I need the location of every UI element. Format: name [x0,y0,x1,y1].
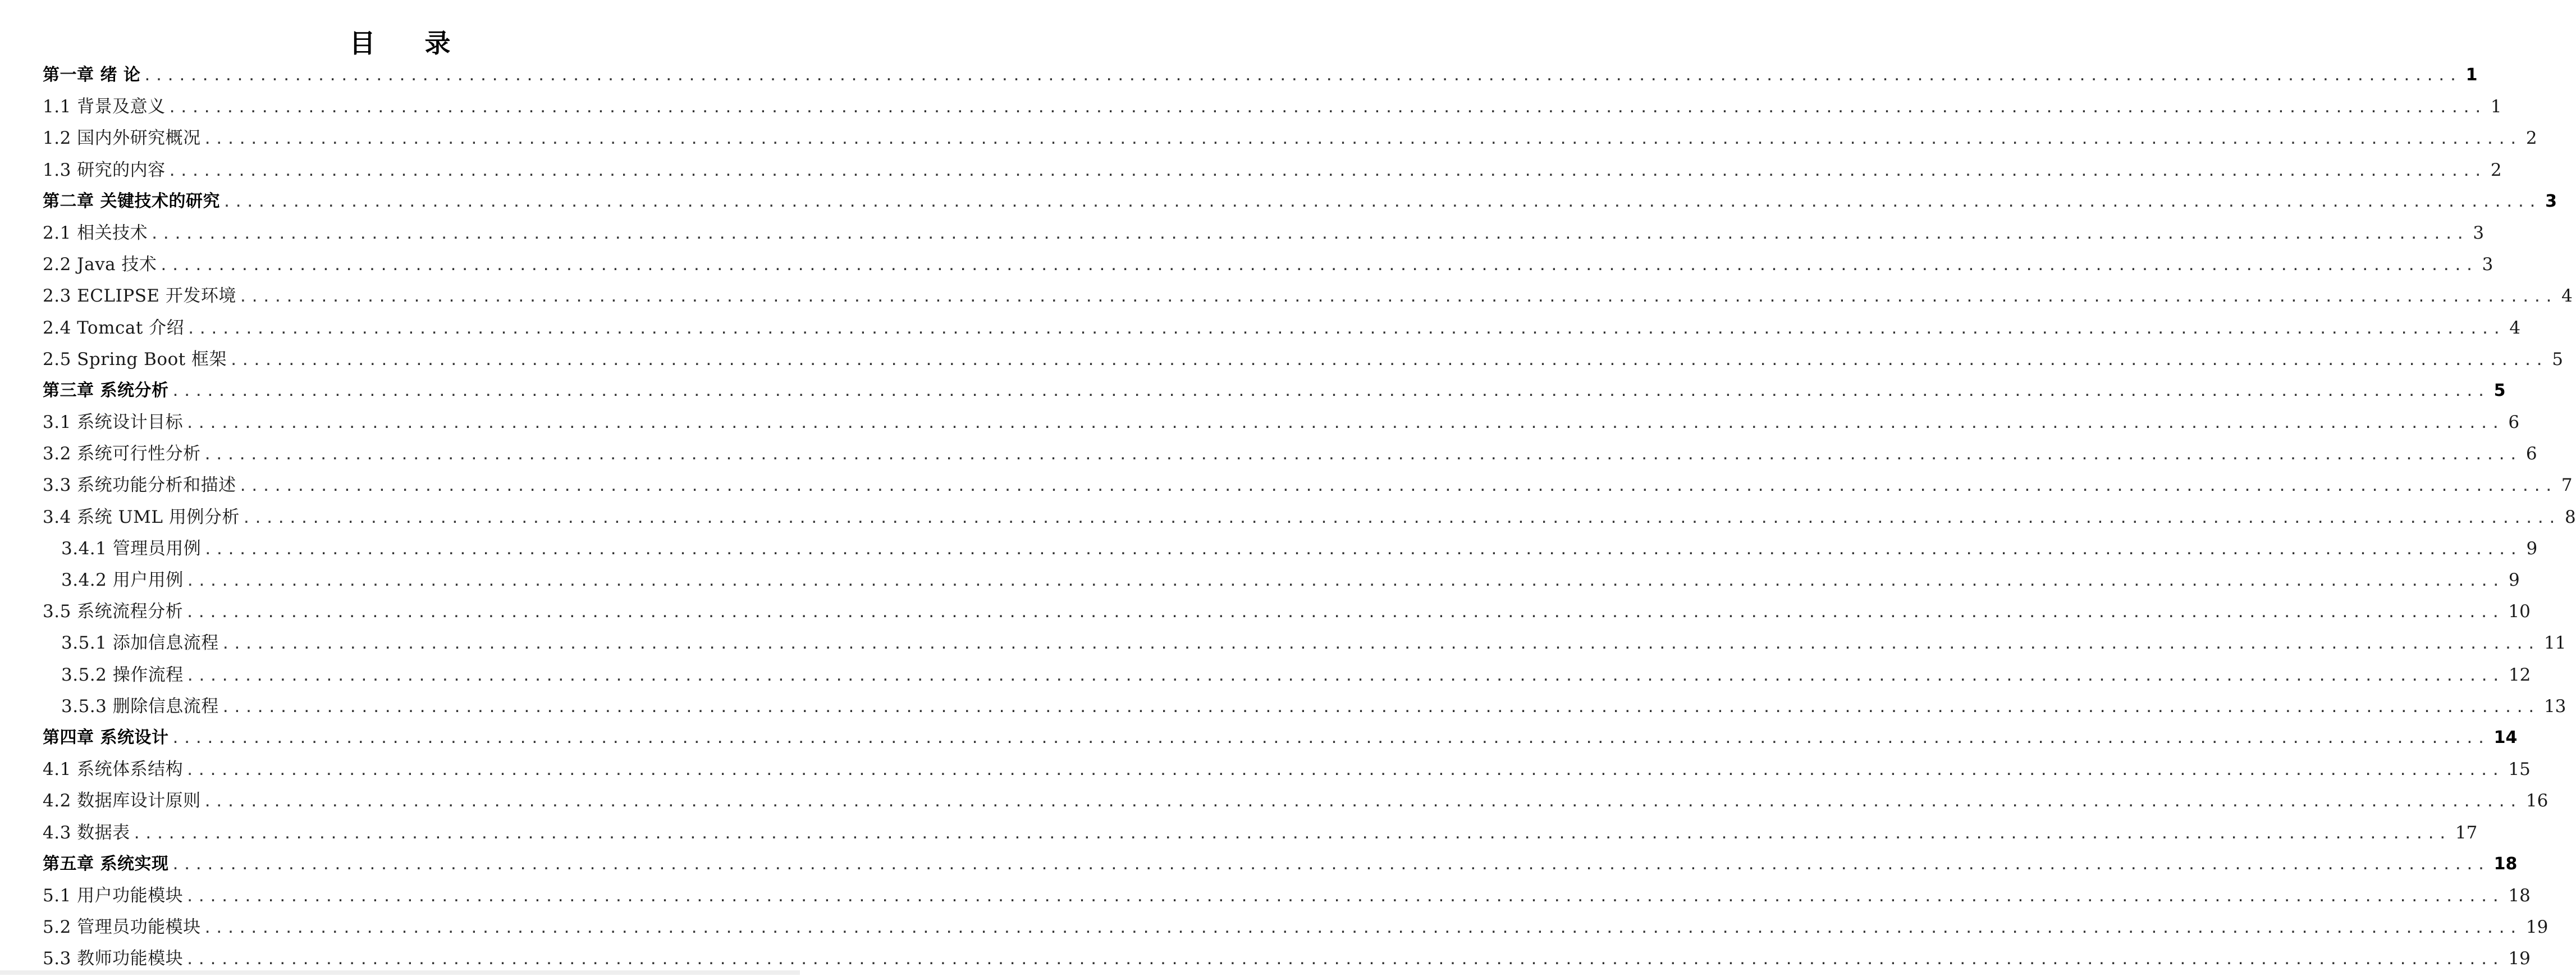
toc-dot-leader: ........................................................................................................................................................................................................ [172,858,2490,872]
toc-entry[interactable] [43,438,2537,469]
toc-page-number: 1 [2490,97,2502,117]
toc-entry-label: 1.3 研究的内容 [43,159,166,180]
toc-dot-leader: ........................................................................................................................................................................................................ [204,922,2522,936]
toc-entry[interactable] [43,785,2548,817]
toc-dot-leader: ........................................................................................................................................................................................................ [187,322,2505,336]
toc-dot-leader: ........................................................................................................................................................................................................ [204,449,2522,463]
toc-dot-leader: ........................................................................................................................................................................................................ [168,165,2486,179]
toc-page-number: 5 [2552,349,2563,370]
toc-page-number: 1 [2465,65,2478,85]
toc-dot-leader: ........................................................................................................................................................................................................ [133,827,2451,841]
toc-entry-label: 2.3 ECLIPSE 开发环境 [43,286,236,307]
toc-entry[interactable] [43,217,2485,249]
toc-entry[interactable] [43,469,2573,501]
toc-entry-label: 3.5.3 删除信息流程 [61,696,219,717]
toc-entry[interactable] [43,186,2557,217]
toc-dot-leader: ........................................................................................................................................................................................................ [204,133,2522,147]
toc-entry-label: 3.2 系统可行性分析 [43,444,201,464]
toc-dot-leader: ........................................................................................................................................................................................................ [186,764,2504,778]
toc-entry-label: 2.2 Java 技术 [43,254,157,275]
toc-page-number: 2 [2525,128,2537,149]
toc-dot-leader: ........................................................................................................................................................................................................ [222,701,2540,715]
toc-dot-leader: ........................................................................................................................................................................................................ [168,102,2486,116]
toc-page-number: 14 [2493,727,2518,747]
toc-dot-leader: ........................................................................................................................................................................................................ [172,385,2490,399]
toc-entry[interactable] [43,911,2548,943]
toc-entry[interactable] [43,596,2531,627]
toc-page-number: 18 [2493,854,2518,874]
toc-entry[interactable] [43,849,2518,880]
toc-entry[interactable] [43,154,2502,186]
toc-entry-label: 第四章 系统设计 [43,727,169,747]
toc-page-number: 19 [2508,948,2531,969]
toc-entry-label: 2.1 相关技术 [43,222,148,243]
toc-entry[interactable] [43,564,2520,596]
toc-page-number: 3 [2473,222,2485,243]
toc-dot-leader: ........................................................................................................................................................................................................ [144,70,2461,83]
toc-dot-leader: ........................................................................................................................................................................................................ [239,291,2557,305]
toc-entry-label: 第一章 绪 论 [43,65,141,85]
toc-entry-label: 4.3 数据表 [43,822,130,843]
toc-page-number: 9 [2526,538,2538,559]
toc-entry-label: 3.3 系统功能分析和描述 [43,475,236,496]
toc-dot-leader: ........................................................................................................................................................................................................ [222,638,2540,652]
toc-page-number: 6 [2508,412,2520,433]
toc-entry-label: 5.1 用户功能模块 [43,885,184,906]
toc-entry-label: 4.1 系统体系结构 [43,759,184,780]
toc-page-number: 3 [2482,254,2493,275]
page-bottom-edge [0,970,800,975]
toc-dot-leader: ........................................................................................................................................................................................................ [186,890,2504,904]
toc-entry-label: 1.1 背景及意义 [43,97,166,117]
toc-dot-leader: ........................................................................................................................................................................................................ [204,543,2522,557]
toc-page-number: 4 [2509,317,2521,338]
toc-entry-label: 2.4 Tomcat 介绍 [43,317,185,338]
toc-page-number: 15 [2508,759,2531,780]
toc-page-number: 8 [2565,507,2576,527]
toc-entry[interactable] [43,249,2493,280]
toc-entry-label: 5.2 管理员功能模块 [43,917,201,938]
toc-entry[interactable] [43,659,2531,691]
toc-entry-label: 第三章 系统分析 [43,380,169,400]
toc-entry-label: 3.4.2 用户用例 [61,570,184,590]
toc-dot-leader: ........................................................................................................................................................................................................ [160,259,2478,273]
toc-entry[interactable] [43,501,2576,533]
toc-entry[interactable] [43,880,2531,911]
toc-page-number: 17 [2455,822,2478,843]
toc-page-number: 5 [2493,380,2506,400]
toc-entry[interactable] [43,627,2566,659]
toc-entry-label: 3.5.1 添加信息流程 [61,633,219,654]
toc-entry[interactable] [43,691,2566,722]
toc-entry-label: 第二章 关键技术的研究 [43,191,220,211]
toc-page-number: 13 [2543,696,2566,717]
toc-page-number: 6 [2525,444,2537,464]
toc-entry[interactable] [43,754,2531,785]
toc-page-number: 11 [2543,633,2566,654]
toc-page-number: 19 [2525,917,2548,938]
toc-dot-leader: ........................................................................................................................................................................................................ [239,480,2557,494]
toc-entry-label: 3.4.1 管理员用例 [61,538,202,559]
toc-page-number: 3 [2545,191,2557,211]
toc-dot-leader: ........................................................................................................................................................................................................ [186,575,2504,589]
toc-dot-leader: ........................................................................................................................................................................................................ [186,417,2504,431]
toc-entry[interactable] [43,312,2521,344]
toc-entry-label: 1.2 国内外研究概况 [43,128,201,149]
toc-page-number: 7 [2561,475,2573,496]
toc-entry[interactable] [43,533,2538,564]
toc-entry[interactable] [43,943,2531,974]
toc-entry-label: 4.2 数据库设计原则 [43,791,201,811]
toc-entry[interactable] [43,122,2537,154]
toc-entry[interactable] [43,722,2518,754]
toc-entry-label: 第五章 系统实现 [43,854,169,874]
toc-entry-label: 3.1 系统设计目标 [43,412,184,433]
toc-entry-label: 3.5.2 操作流程 [61,664,184,685]
toc-entry-label: 2.5 Spring Boot 框架 [43,349,227,370]
toc-page-number: 4 [2561,286,2573,307]
toc-entry[interactable] [43,60,2478,91]
toc-entry-label: 3.5 系统流程分析 [43,601,184,622]
toc-dot-leader: ........................................................................................................................................................................................................ [230,354,2548,368]
toc-entry[interactable] [43,91,2502,122]
toc-entry-label: 3.4 系统 UML 用例分析 [43,507,240,527]
toc-entry[interactable] [43,407,2520,438]
toc-page-number: 16 [2525,791,2548,811]
toc-entry[interactable] [43,817,2478,849]
toc-page-number: 18 [2508,885,2531,906]
toc-dot-leader: ........................................................................................................................................................................................................ [172,732,2490,746]
toc-page-number: 10 [2508,601,2531,622]
toc-dot-leader: ........................................................................................................................................................................................................ [186,669,2504,683]
toc-dot-leader: ........................................................................................................................................................................................................ [186,954,2504,968]
toc-entry-label: 5.3 教师功能模块 [43,948,184,969]
toc-dot-leader: ........................................................................................................................................................................................................ [223,195,2541,209]
toc-page-number: 2 [2490,159,2502,180]
toc-list [43,60,2576,974]
toc-dot-leader: ........................................................................................................................................................................................................ [151,227,2469,241]
toc-dot-leader: ........................................................................................................................................................................................................ [242,512,2561,526]
toc-title: 目 录 [349,28,471,58]
toc-entry[interactable] [43,375,2506,407]
toc-entry[interactable] [43,344,2563,375]
toc-page-number: 12 [2508,664,2531,685]
toc-entry[interactable] [43,280,2573,312]
toc-dot-leader: ........................................................................................................................................................................................................ [204,796,2522,810]
toc-page-number: 9 [2508,570,2520,590]
toc-dot-leader: ........................................................................................................................................................................................................ [186,606,2504,621]
